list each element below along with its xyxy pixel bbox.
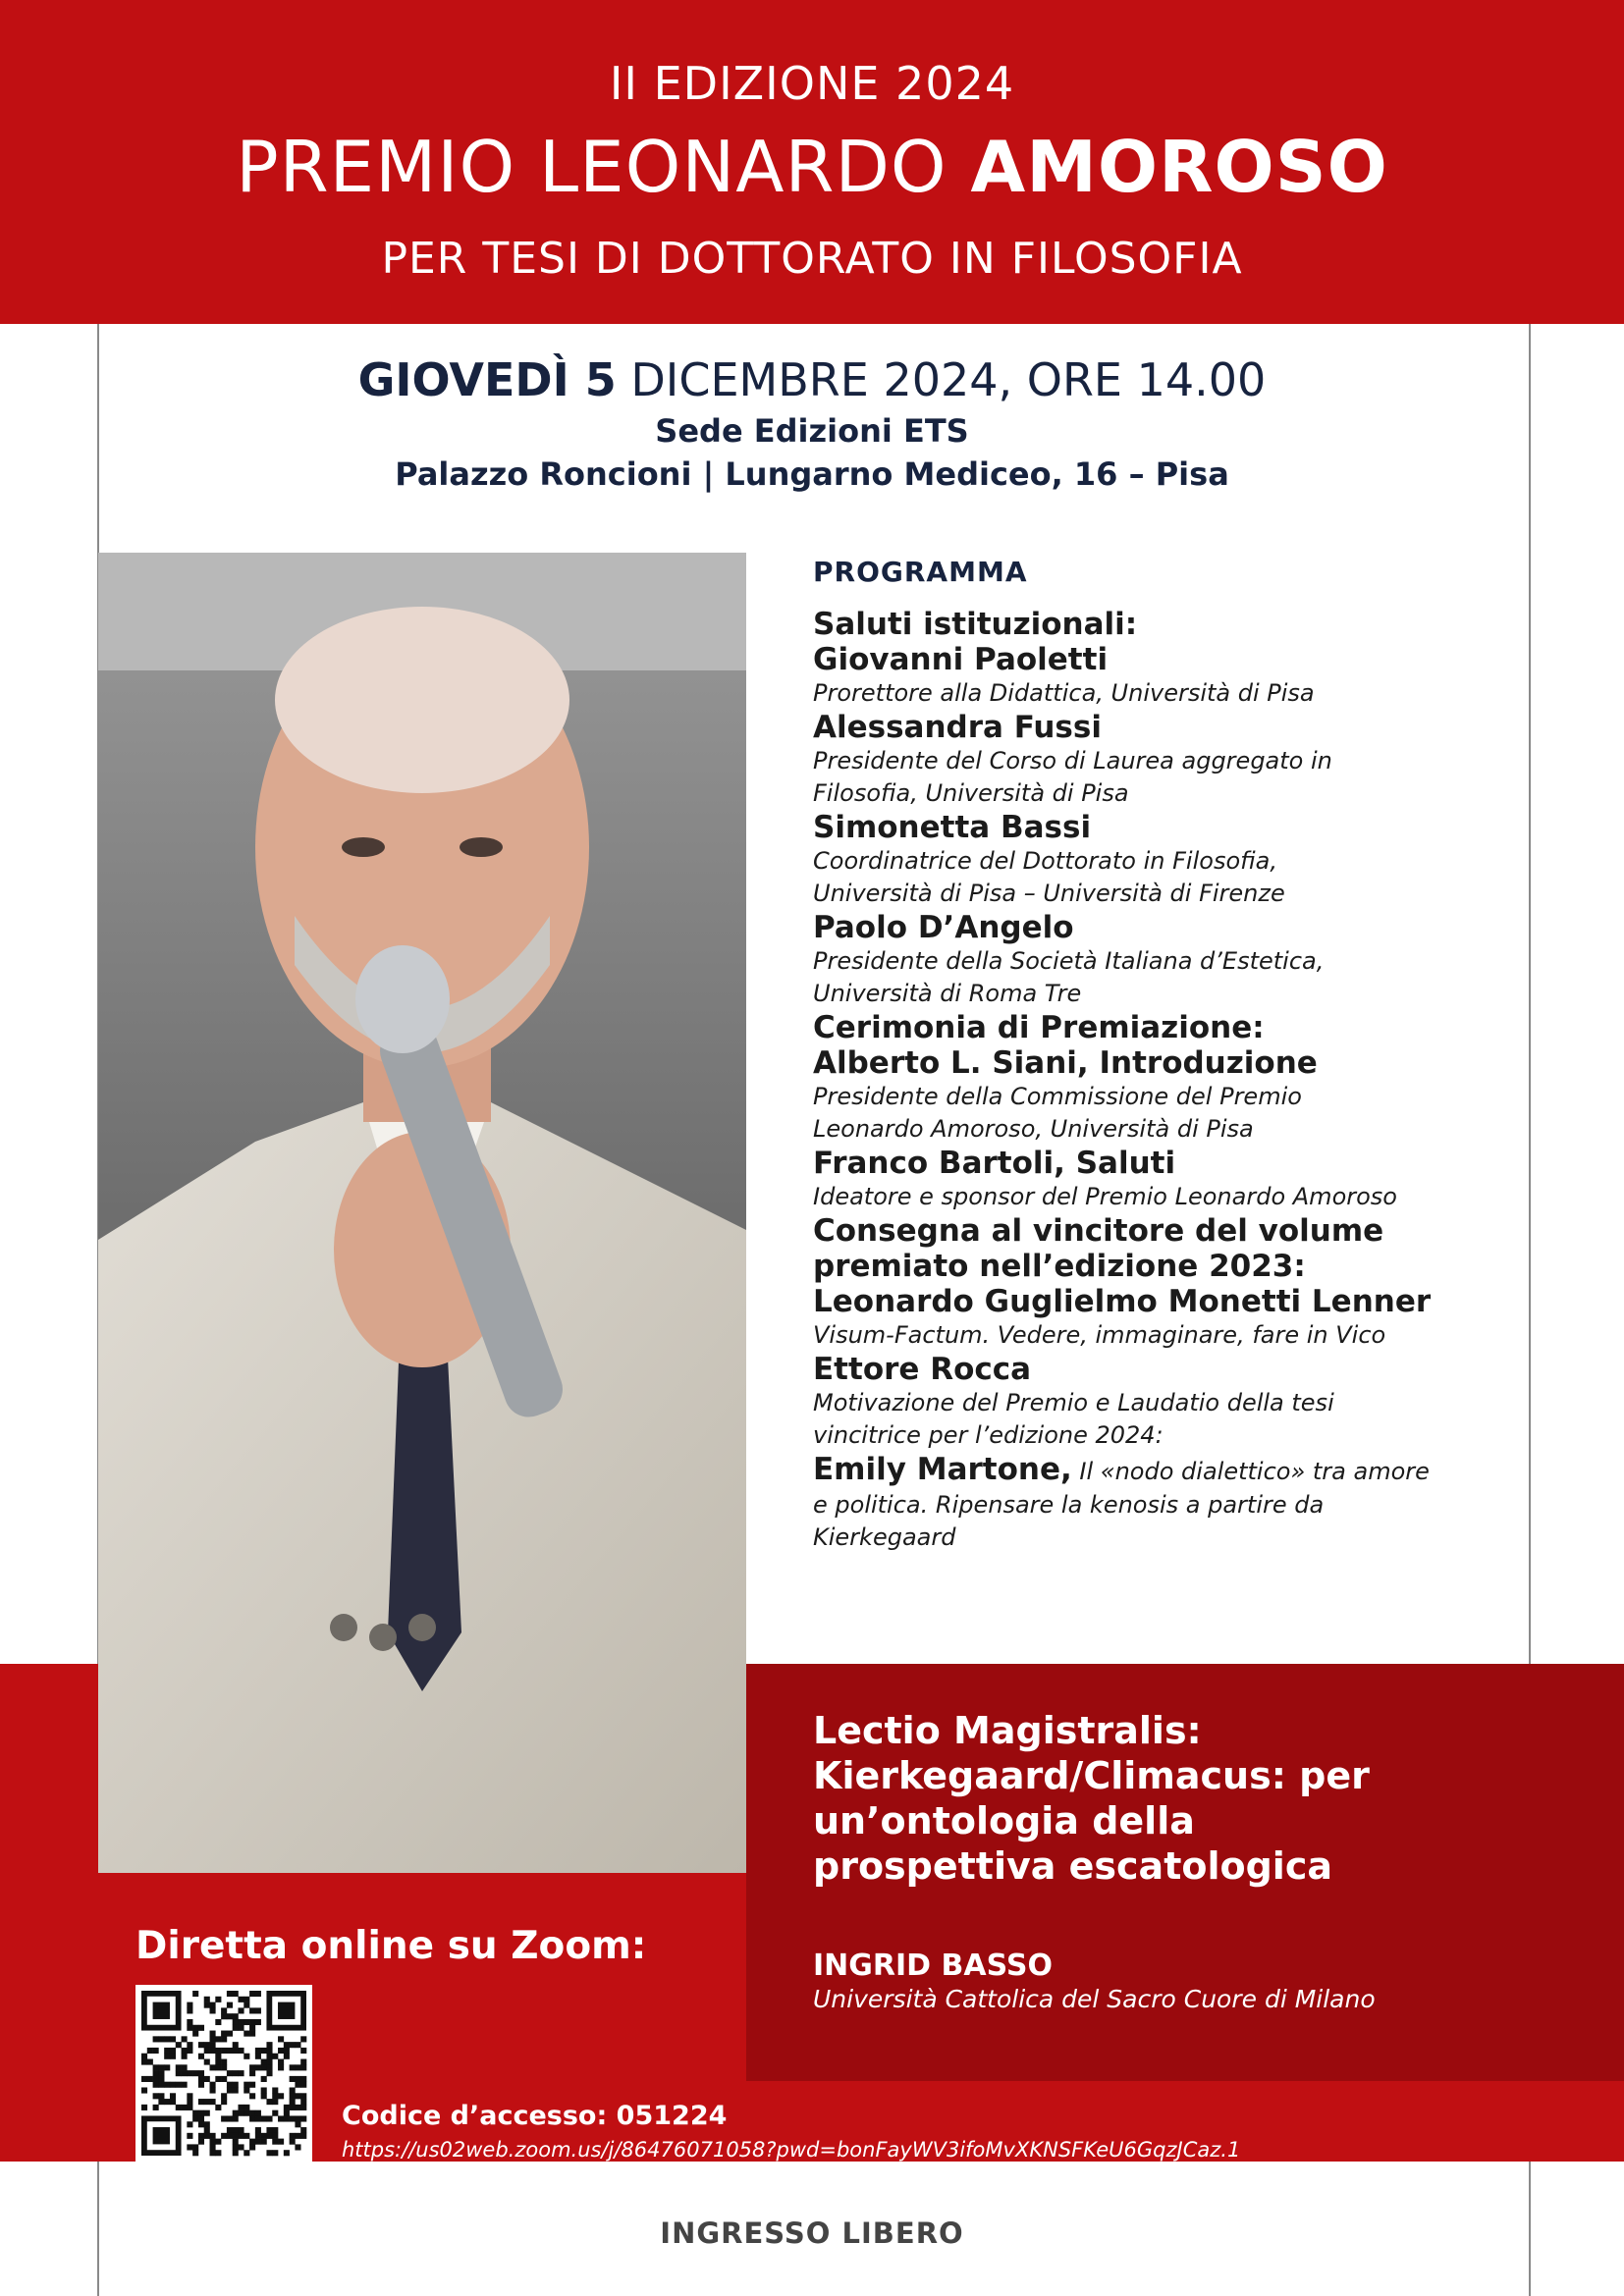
qr-code[interactable] xyxy=(135,1985,312,2162)
programma-line-role: Presidente della Commissione del Premio xyxy=(813,1083,1302,1110)
programma-line-head: Paolo D’Angelo xyxy=(813,910,1074,945)
lectio-title-line: Kierkegaard/Climacus: per xyxy=(813,1754,1370,1797)
qr-code-graphic xyxy=(135,1985,312,2162)
lectio-affiliation: Università Cattolica del Sacro Cuore di Milano xyxy=(813,1985,1376,2013)
programma-line-role: Coordinatrice del Dottorato in Filosofia, xyxy=(813,847,1277,875)
programma-line-role: Università di Pisa – Università di Firenze xyxy=(813,880,1285,907)
programma-line-role: Filosofia, Università di Pisa xyxy=(813,779,1129,807)
lectio-title-line: prospettiva escatologica xyxy=(813,1844,1332,1888)
programma-line-head: Alberto L. Siani, Introduzione xyxy=(813,1045,1318,1081)
programma-line-head: Saluti istituzionali: xyxy=(813,607,1138,642)
prize-title-bold: AMOROSO xyxy=(970,126,1388,208)
programma-line-role: vincitrice per l’edizione 2024: xyxy=(813,1421,1164,1449)
programma-line-role: Leonardo Amoroso, Università di Pisa xyxy=(813,1115,1254,1143)
programma-line-head: Leonardo Guglielmo Monetti Lenner xyxy=(813,1284,1432,1319)
header-banner xyxy=(0,0,1624,324)
event-venue: Sede Edizioni ETS xyxy=(655,412,969,450)
programma-line-head: Ettore Rocca xyxy=(813,1352,1032,1387)
programma-line-mixed xyxy=(813,1452,1500,1489)
event-address: Palazzo Roncioni | Lungarno Mediceo, 16 – Pisa xyxy=(395,455,1229,493)
programma-line-role: Presidente della Società Italiana d’Estetica, xyxy=(813,947,1325,975)
programma-line-role: Kierkegaard xyxy=(813,1523,956,1551)
prize-subtitle: PER TESI DI DOTTORATO IN FILOSOFIA xyxy=(381,234,1243,284)
programma-list xyxy=(813,607,1500,1554)
programma-line-head: Simonetta Bassi xyxy=(813,810,1092,845)
programma-line-role: Presidente del Corso di Laurea aggregato in xyxy=(813,747,1332,774)
speaker-photo xyxy=(98,553,746,1873)
zoom-label: Diretta online su Zoom: xyxy=(135,1924,647,1968)
programma-line-head: Giovanni Paoletti xyxy=(813,642,1109,677)
event-date-day: GIOVEDÌ 5 xyxy=(357,353,617,406)
event-date xyxy=(0,353,1624,406)
programma-line-head: Consegna al vincitore del volume xyxy=(813,1213,1384,1249)
lectio-title-line: un’ontologia della xyxy=(813,1799,1195,1842)
programma-line-role: Ideatore e sponsor del Premio Leonardo Amoroso xyxy=(813,1183,1397,1210)
free-entry-label: INGRESSO LIBERO xyxy=(660,2216,964,2250)
programma-line-role: Visum-Factum. Vedere, immaginare, fare in Vico xyxy=(813,1321,1386,1349)
zoom-access-code: Codice d’accesso: 051224 xyxy=(342,2101,728,2131)
zoom-link[interactable]: https://us02web.zoom.us/j/86476071058?pwd=bonFayWV3ifoMvXKNSFKeU6GqzJCaz.1 xyxy=(342,2138,1241,2162)
lectio-speaker: INGRID BASSO xyxy=(813,1949,1053,1983)
programma-line-role: Motivazione del Premio e Laudatio della tesi xyxy=(813,1389,1334,1416)
programma-line-head: premiato nell’edizione 2023: xyxy=(813,1249,1306,1284)
programma-line-role: Prorettore alla Didattica, Università di Pisa xyxy=(813,679,1315,707)
programma-thesis-title: Il «nodo dialettico» tra amore xyxy=(1071,1458,1430,1485)
lectio-title-line: Lectio Magistralis: xyxy=(813,1709,1202,1752)
edition-label: II EDIZIONE 2024 xyxy=(609,57,1015,110)
programma-line-head: Franco Bartoli, Saluti xyxy=(813,1146,1176,1181)
prize-title xyxy=(0,126,1624,208)
programma-line-role: Università di Roma Tre xyxy=(813,980,1082,1007)
lectio-title xyxy=(813,1708,1520,1889)
speaker-photo-illustration xyxy=(98,553,746,1873)
programma-line-head: Cerimonia di Premiazione: xyxy=(813,1010,1265,1045)
prize-title-regular: PREMIO LEONARDO xyxy=(236,126,971,208)
event-date-rest: DICEMBRE 2024, ORE 14.00 xyxy=(616,353,1267,406)
programma-heading: PROGRAMMA xyxy=(813,556,1028,588)
programma-line-head: Alessandra Fussi xyxy=(813,710,1102,745)
programma-speaker-name: Emily Martone, xyxy=(813,1452,1072,1487)
programma-line-role: e politica. Ripensare la kenosis a partire da xyxy=(813,1491,1325,1519)
